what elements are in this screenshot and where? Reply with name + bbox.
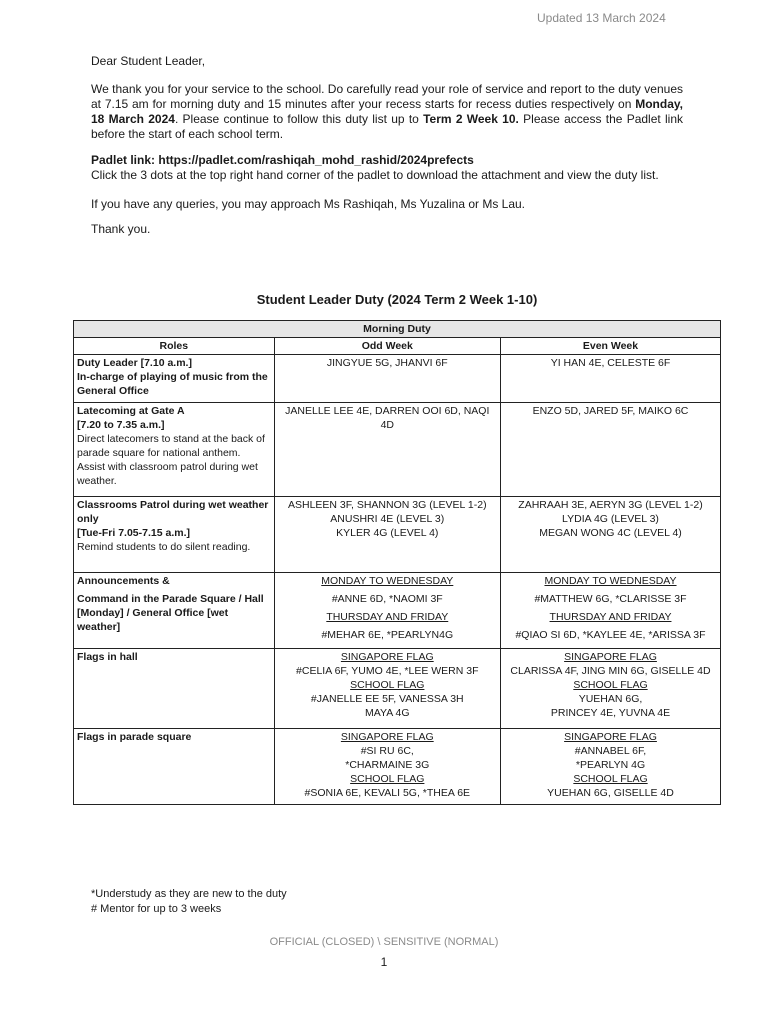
letter-body: [91, 54, 683, 237]
odd-week-entry: KYLER 4G (LEVEL 4): [336, 527, 439, 539]
odd-week-entry: #ANNE 6D, *NAOMI 3F: [331, 593, 443, 605]
even-week-entry: CLARISSA 4F, JING MIN 6G, GISELLE 4D: [510, 665, 711, 677]
even-week-entry: *PEARLYN 4G: [575, 759, 646, 771]
odd-week-header: Odd Week: [274, 338, 500, 355]
odd-week-entry: MAYA 4G: [365, 707, 410, 719]
understudy-note: *Understudy as they are new to the duty: [91, 888, 287, 900]
odd-week-entry: ANUSHRI 4E (LEVEL 3): [330, 513, 445, 525]
odd-week-entry: #CELIA 6F, YUMO 4E, *LEE WERN 3F: [296, 665, 479, 677]
odd-week-entry: #SI RU 6C,: [360, 745, 414, 757]
padlet-line: [91, 153, 683, 168]
table-row: [74, 355, 721, 403]
footnotes: [91, 887, 287, 917]
odd-week-entry: SCHOOL FLAG: [350, 773, 425, 785]
intro-text-c: Please access the Padlet link before the start of each school term.: [91, 112, 683, 141]
odd-week-entry: JANELLE LEE 4E, DARREN OOI 6D, NAQI 4D: [285, 405, 490, 431]
odd-week-cell: [274, 355, 500, 403]
even-week-entry: ZAHRAAH 3E, AERYN 3G (LEVEL 1-2): [518, 499, 703, 511]
odd-week-cell: [274, 729, 500, 805]
duty-table: [73, 320, 721, 805]
thank-you: Thank you.: [91, 222, 151, 236]
even-week-entry: PRINCEY 4E, YUVNA 4E: [550, 707, 671, 719]
even-week-entry: #QIAO SI 6D, *KAYLEE 4E, *ARISSA 3F: [515, 629, 706, 641]
odd-week-entry: SCHOOL FLAG: [350, 679, 425, 691]
salutation: Dear Student Leader,: [91, 54, 206, 68]
even-week-entry: SINGAPORE FLAG: [564, 651, 657, 663]
table-row: [74, 729, 721, 805]
table-row: [74, 649, 721, 729]
even-week-header: Even Week: [501, 338, 721, 355]
role-cell: [74, 403, 275, 497]
mentor-note: # Mentor for up to 3 weeks: [91, 903, 222, 915]
role-text: In-charge of playing of music from the General Office: [77, 371, 268, 397]
even-week-entry: LYDIA 4G (LEVEL 3): [562, 513, 659, 525]
even-week-cell: [501, 729, 721, 805]
role-text: Latecoming at Gate A: [77, 405, 185, 417]
role-text: Duty Leader [7.10 a.m.]: [77, 357, 192, 369]
even-week-entry: MONDAY TO WEDNESDAY: [544, 575, 677, 587]
even-week-cell: [501, 649, 721, 729]
classification-label: OFFICIAL (CLOSED) \ SENSITIVE (NORMAL): [269, 936, 499, 948]
role-cell: [74, 729, 275, 805]
odd-week-entry: #JANELLE EE 5F, VANESSA 3H: [310, 693, 464, 705]
even-week-entry: MEGAN WONG 4C (LEVEL 4): [539, 527, 682, 539]
odd-week-entry: #SONIA 6E, KEVALI 5G, *THEA 6E: [304, 787, 471, 799]
odd-week-entry: SINGAPORE FLAG: [340, 731, 434, 743]
role-text: Command in the Parade Square / Hall [Monday] / General Office [wet weather]: [77, 593, 264, 633]
even-week-entry: #ANNABEL 6F,: [574, 745, 647, 757]
queries-text: If you have any queries, you may approach Ms Rashiqah, Ms Yuzalina or Ms Lau.: [91, 197, 526, 211]
even-week-cell: [501, 497, 721, 573]
even-week-entry: SCHOOL FLAG: [573, 773, 648, 785]
morning-duty-header: Morning Duty: [74, 321, 721, 338]
role-text: Classrooms Patrol during wet weather only: [77, 499, 269, 525]
odd-week-cell: [274, 403, 500, 497]
even-week-cell: [501, 573, 721, 649]
role-text: Remind students to do silent reading.: [77, 541, 251, 553]
instructions: Click the 3 dots at the top right hand corner of the padlet to download the attachment and view the duty list.: [91, 168, 659, 182]
role-text: [Tue-Fri 7.05-7.15 a.m.]: [77, 527, 191, 539]
role-text: Flags in hall: [77, 651, 138, 663]
updated-date: Updated 13 March 2024: [537, 11, 666, 25]
table-row: [74, 403, 721, 497]
odd-week-entry: *CHARMAINE 3G: [345, 759, 430, 771]
odd-week-entry: MONDAY TO WEDNESDAY: [321, 575, 454, 587]
even-week-entry: #MATTHEW 6G, *CLARISSE 3F: [534, 593, 687, 605]
roles-header: Roles: [74, 338, 275, 355]
even-week-entry: THURSDAY AND FRIDAY: [549, 611, 672, 623]
role-text: Flags in parade square: [77, 731, 192, 743]
even-week-entry: SINGAPORE FLAG: [564, 731, 657, 743]
odd-week-entry: THURSDAY AND FRIDAY: [326, 611, 449, 623]
intro-text-b: . Please continue to follow this duty list up to: [174, 112, 424, 126]
odd-week-cell: [274, 497, 500, 573]
role-cell: [74, 497, 275, 573]
odd-week-entry: ASHLEEN 3F, SHANNON 3G (LEVEL 1-2): [287, 499, 487, 511]
even-week-entry: YI HAN 4E, CELESTE 6F: [550, 357, 671, 369]
role-cell: [74, 355, 275, 403]
odd-week-cell: [274, 573, 500, 649]
intro-paragraph: [91, 82, 683, 142]
even-week-entry: YUEHAN 6G, GISELLE 4D: [547, 787, 674, 799]
duty-rows: [74, 355, 721, 805]
intro-text-a: We thank you for your service to the school. Do carefully read your role of service and report to the duty venues at 7.15 am for morning duty and 15 minutes after your recess starts for recess duties respectively on: [91, 82, 683, 111]
table-row: [74, 573, 721, 649]
even-week-cell: [501, 355, 721, 403]
odd-week-cell: [274, 649, 500, 729]
padlet-link[interactable]: https://padlet.com/rashiqah_mohd_rashid/2024prefects: [158, 153, 474, 167]
odd-week-entry: JINGYUE 5G, JHANVI 6F: [326, 357, 448, 369]
odd-week-entry: SINGAPORE FLAG: [340, 651, 434, 663]
even-week-entry: YUEHAN 6G,: [578, 693, 643, 705]
even-week-entry: SCHOOL FLAG: [573, 679, 648, 691]
table-title: Student Leader Duty (2024 Term 2 Week 1-10): [256, 292, 538, 307]
table-row: [74, 497, 721, 573]
odd-week-entry: #MEHAR 6E, *PEARLYN4G: [321, 629, 454, 641]
role-text: Direct latecomers to stand at the back of parade square for national anthem. Assist with classroom patrol during wet weather.: [77, 433, 265, 487]
role-text: Announcements &: [77, 575, 170, 587]
role-cell: [74, 649, 275, 729]
start-date: Monday, 18 March 2024: [91, 97, 683, 126]
role-cell: [74, 573, 275, 649]
padlet-label: Padlet link:: [91, 153, 159, 167]
even-week-cell: [501, 403, 721, 497]
end-term: Term 2 Week 10.: [423, 112, 519, 126]
role-text: [7.20 to 7.35 a.m.]: [77, 419, 165, 431]
even-week-entry: ENZO 5D, JARED 5F, MAIKO 6C: [532, 405, 689, 417]
page-number: 1: [380, 955, 388, 969]
